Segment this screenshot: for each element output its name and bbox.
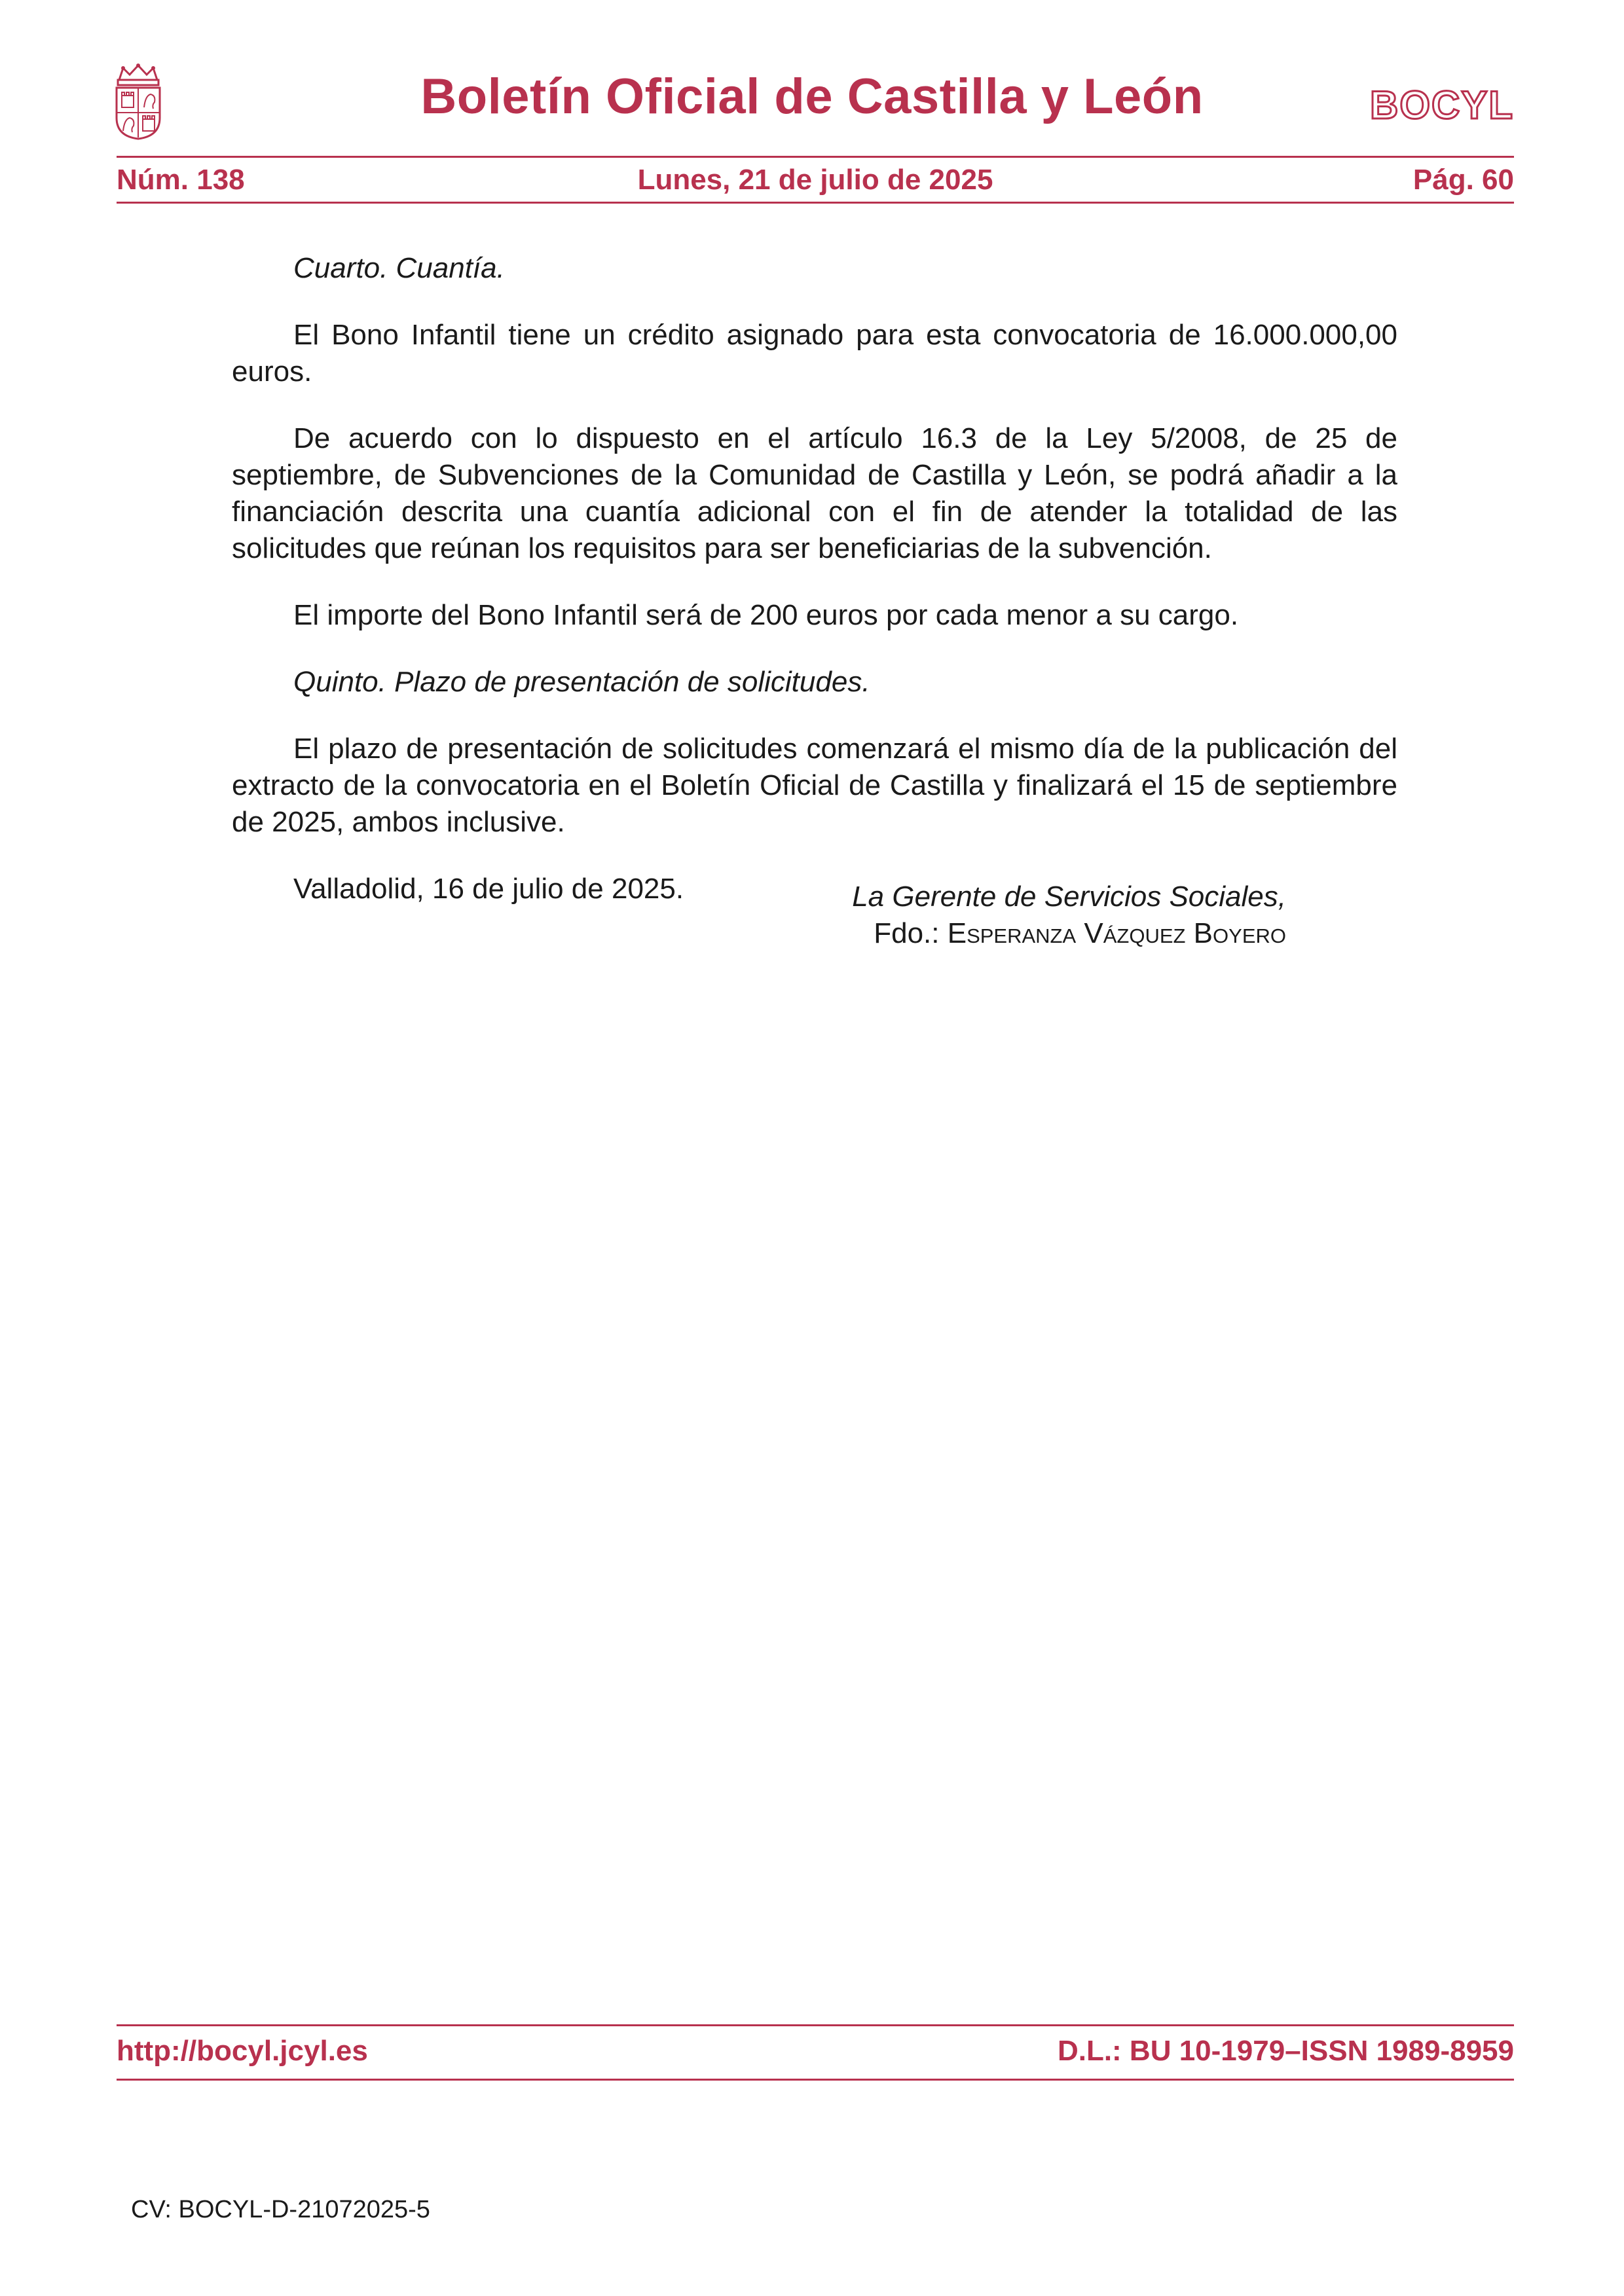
paragraph-acuerdo: De acuerdo con lo dispuesto en el artículo 16.3 de la Ley 5/2008, de 25 de septiembre, de Subvenciones de la Comunidad de Castilla y León, se podrá añadir a la financiación descrita una cuantía adicional con el fin de atender la totalidad de las solicitudes que reúnan los requisitos para ser beneficiarias de la subvención. bbox=[232, 422, 1397, 564]
signatory-name: Esperanza Vázquez Boyero bbox=[947, 917, 1286, 949]
date-place: Valladolid, 16 de julio de 2025. bbox=[293, 873, 684, 905]
document-body bbox=[232, 250, 1397, 932]
issue-info-bar bbox=[117, 161, 1514, 199]
signature-block bbox=[232, 879, 1286, 952]
paragraph-credito: El Bono Infantil tiene un crédito asignado para esta convocatoria de 16.000.000,00 euros. bbox=[232, 319, 1397, 388]
section-heading-cuarto: Cuarto. Cuantía. bbox=[293, 252, 505, 284]
header-rule-bottom bbox=[117, 202, 1514, 204]
bocyl-logo: BOCYL bbox=[1370, 83, 1514, 127]
journal-title: Boletín Oficial de Castilla y León bbox=[420, 69, 1204, 124]
paragraph-plazo: El plazo de presentación de solicitudes comenzará el mismo día de la publicación del extracto de la convocatoria en el Boletín Oficial de Castilla y finalizará el 15 de septiembre de 2025, ambos inclusive. bbox=[232, 733, 1397, 838]
header-rule-top bbox=[117, 156, 1514, 158]
footer-rule-top bbox=[117, 2024, 1514, 2026]
signatory-line bbox=[232, 915, 1286, 952]
signatory-prefix: Fdo.: bbox=[874, 917, 948, 949]
issue-date: Lunes, 21 de julio de 2025 bbox=[637, 164, 993, 196]
footer-rule-bottom bbox=[117, 2079, 1514, 2081]
verification-code: CV: BOCYL-D-21072025-5 bbox=[131, 2196, 430, 2223]
legal-deposit: D.L.: BU 10-1979–ISSN 1989-8959 bbox=[1057, 2035, 1514, 2067]
issue-number: Núm. 138 bbox=[117, 164, 245, 196]
footer-bar bbox=[117, 2031, 1514, 2073]
section-heading-quinto: Quinto. Plazo de presentación de solicitudes. bbox=[293, 666, 870, 698]
signatory-role: La Gerente de Servicios Sociales, bbox=[852, 881, 1286, 913]
page-number: Pág. 60 bbox=[1412, 164, 1514, 196]
website-link[interactable]: http://bocyl.jcyl.es bbox=[117, 2035, 368, 2067]
paragraph-importe: El importe del Bono Infantil será de 200 euros por cada menor a su cargo. bbox=[293, 599, 1239, 631]
